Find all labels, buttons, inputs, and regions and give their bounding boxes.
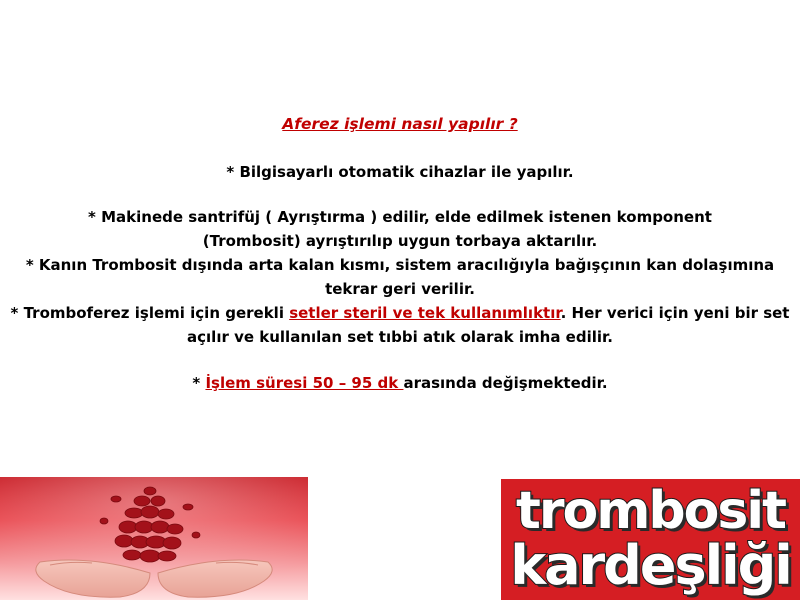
slide-content xyxy=(10,112,790,395)
sets-line-b: açılır ve kullanılan set tıbbi atık olarak imha edilir. xyxy=(187,328,613,346)
duration-suffix: arasında değişmektedir. xyxy=(403,374,608,392)
logo-line-1: trombosit xyxy=(516,481,785,541)
sets-prefix: * Tromboferez işlemi için gerekli xyxy=(10,304,290,322)
info-line-sets xyxy=(10,301,790,349)
sets-highlight: setler steril ve tek kullanımlıktır xyxy=(289,304,561,322)
return-line-b: tekrar geri verilir. xyxy=(325,280,475,298)
duration-highlight: İşlem süresi 50 – 95 dk xyxy=(205,374,404,392)
centrifuge-line-b: (Trombosit) ayrıştırılıp uygun torbaya aktarılır. xyxy=(202,232,598,250)
info-line-return xyxy=(10,253,790,301)
return-line-a: * Kanın Trombosit dışında arta kalan kısmı, sistem aracılığıyla bağışçının kan dolaşımına xyxy=(25,256,775,274)
duration-prefix: * xyxy=(192,374,206,392)
hands-blood-drop-illustration xyxy=(0,477,308,600)
slide-title: Aferez işlemi nasıl yapılır ? xyxy=(282,115,518,133)
hands-blood-drop-image xyxy=(0,477,308,600)
info-line-duration xyxy=(10,371,790,395)
info-line-centrifuge xyxy=(10,205,790,253)
trombosit-kardesligi-logo xyxy=(501,479,800,600)
info-line-computer: * Bilgisayarlı otomatik cihazlar ile yapılır. xyxy=(226,163,574,181)
sets-suffix: . Her verici için yeni bir set xyxy=(560,304,790,322)
logo-line-2: kardeşliği xyxy=(510,534,791,597)
centrifuge-line-a: * Makinede santrifüj ( Ayrıştırma ) edilir, elde edilmek istenen komponent xyxy=(88,208,712,226)
